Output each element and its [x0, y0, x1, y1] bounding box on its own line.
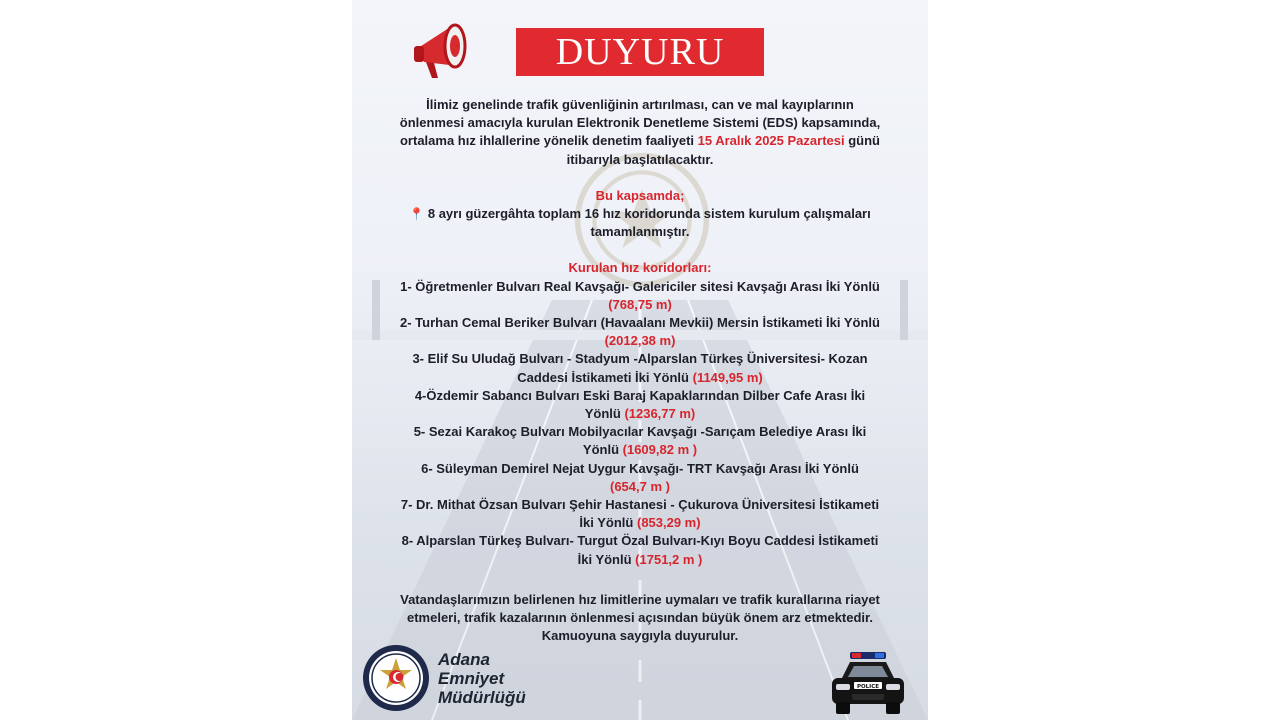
corridor-item	[376, 278, 904, 314]
corridor-distance: (1236,77 m)	[624, 406, 696, 422]
police-label: POLICE	[856, 684, 880, 690]
corridor-distance: (2012,38 m)	[604, 333, 676, 349]
org-name-line-1: Adana	[438, 650, 490, 669]
intro-line-3-text: ortalama hız ihlallerine yönelik denetim faaliyeti	[399, 133, 698, 149]
corridor-name: 3- Elif Su Uludağ Bulvarı - Stadyum -Alparslan Türkeş Üniversitesi- Kozan	[412, 351, 868, 367]
org-name-line-3: Müdürlüğü	[438, 688, 526, 707]
police-car-icon	[826, 648, 910, 718]
corridor-name-cont: Yönlü	[582, 442, 623, 458]
corridor-name-cont: İki Yönlü	[579, 515, 637, 531]
megaphone-icon	[408, 12, 480, 82]
corridor-distance: (1609,82 m )	[622, 442, 698, 458]
corridor-name: 7- Dr. Mithat Özsan Bulvarı Şehir Hastanesi - Çukurova Üniversitesi İstikameti	[400, 497, 880, 513]
corridor-distance: (1751,2 m )	[635, 551, 703, 567]
corridor-item	[376, 350, 904, 386]
police-emblem	[362, 644, 430, 712]
corridor-name: 4-Özdemir Sabancı Bulvarı Eski Baraj Kapaklarından Dilber Cafe Arası İki	[414, 387, 866, 403]
corridor-name-cont: Yönlü	[584, 406, 625, 422]
corridor-distance: (1149,95 m)	[692, 369, 763, 385]
scope-line-2: tamamlanmıştır.	[590, 224, 690, 240]
org-name-line-2: Emniyet	[438, 669, 505, 688]
corridor-name-cont: İki Yönlü	[577, 551, 636, 567]
intro-line-1: İlimiz genelinde trafik güvenliğinin artırılması, can ve mal kayıplarının	[426, 97, 854, 112]
corridor-name: 6- Süleyman Demirel Nejat Uygur Kavşağı- TRT Kavşağı Arası İki Yönlü	[421, 460, 859, 476]
scope-line-1	[376, 205, 904, 223]
scope-line-1-text: 8 ayrı güzergâhta toplam 16 hız koridorunda sistem kurulum çalışmaları	[427, 206, 871, 222]
location-pin-icon: 📍	[409, 207, 425, 222]
intro-line-3	[376, 132, 904, 150]
corridor-name: 1- Öğretmenler Bulvarı Real Kavşağı- Galericiler sitesi Kavşağı Arası İki Yönlü	[400, 278, 880, 294]
corridor-distance: (853,29 m)	[636, 515, 701, 531]
closing-line-1: Vatandaşlarımızın belirlenen hız limitlerine uymaları ve trafik kurallarına riayet	[400, 591, 880, 607]
corridor-item	[376, 423, 904, 459]
corridor-list	[376, 278, 904, 569]
org-name	[438, 650, 526, 707]
closing-line-3: Kamuoyuna saygıyla duyurulur.	[541, 628, 739, 644]
intro-line-2: önlenmesi amacıyla kurulan Elektronik Denetleme Sistemi (EDS) kapsamında,	[399, 115, 881, 131]
corridor-item	[376, 496, 904, 532]
corridor-name-cont: Caddesi İstikameti İki Yönlü	[517, 369, 693, 385]
closing-line-2: etmeleri, trafik kazalarının önlenmesi açısından büyük önem arz etmektedir.	[406, 610, 873, 626]
corridor-item	[376, 314, 904, 350]
corridor-distance: (654,7 m )	[610, 478, 670, 494]
corridor-distance: (768,75 m)	[608, 296, 672, 312]
corridor-item	[376, 532, 904, 568]
announcement-body	[376, 96, 904, 645]
scope-heading: Bu kapsamda;	[595, 187, 685, 203]
announcement-poster	[352, 0, 928, 720]
corridor-item	[376, 387, 904, 423]
corridor-item	[376, 460, 904, 496]
corridors-heading: Kurulan hız koridorları:	[568, 260, 712, 276]
corridor-name: 2- Turhan Cemal Beriker Bulvarı (Havaalanı Mevkii) Mersin İstikameti İki Yönlü	[400, 315, 880, 331]
page-title: DUYURU	[516, 28, 764, 76]
corridor-name: 5- Sezai Karakoç Bulvarı Mobilyacılar Kavşağı -Sarıçam Belediye Arası İki	[413, 424, 867, 440]
intro-line-3-tail: günü	[844, 133, 880, 149]
intro-line-4: itibarıyla başlatılacaktır.	[566, 151, 714, 167]
start-date: 15 Aralık 2025 Pazartesi	[697, 133, 845, 149]
corridor-name: 8- Alparslan Türkeş Bulvarı- Turgut Özal Bulvarı-Kıyı Boyu Caddesi İstikameti	[401, 533, 879, 549]
